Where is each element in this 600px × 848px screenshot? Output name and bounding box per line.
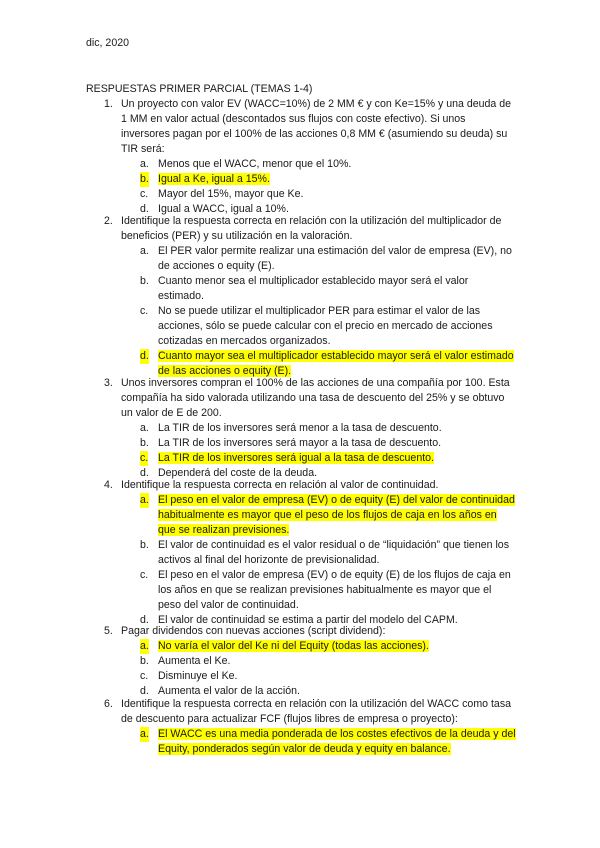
option-letter: b. xyxy=(140,173,149,185)
option-text: Disminuye el Ke. xyxy=(158,670,238,682)
option-letter: c. xyxy=(140,305,149,317)
question-2 xyxy=(104,214,516,379)
option-letter: a. xyxy=(140,640,149,652)
option-letter: c. xyxy=(140,452,149,464)
question-4 xyxy=(104,478,516,628)
question-1 xyxy=(104,97,516,217)
option-5a-correct xyxy=(140,639,516,654)
highlighted-answer: El WACC es una media ponderada de los costes efectivos de la deuda y del Equity, ponderados según valor de deuda y equity en balance. xyxy=(158,728,516,755)
option-4c xyxy=(140,568,516,613)
question-number: 5. xyxy=(104,625,113,637)
option-text: Mayor del 15%, mayor que Ke. xyxy=(158,188,304,200)
option-2d-correct xyxy=(140,349,516,379)
option-5b xyxy=(140,654,516,669)
option-letter: a. xyxy=(140,494,149,506)
highlighted-answer: El peso en el valor de empresa (EV) o de equity (E) del valor de continuidad habitualmente es mayor que el peso de los flujos de caja en los años en que se realizan previsiones. xyxy=(158,494,515,536)
option-letter: d. xyxy=(140,685,149,697)
option-1c xyxy=(140,187,516,202)
option-1a xyxy=(140,157,516,172)
document-date: dic, 2020 xyxy=(86,37,129,49)
question-3 xyxy=(104,376,516,481)
page-title: RESPUESTAS PRIMER PARCIAL (TEMAS 1-4) xyxy=(86,83,313,95)
option-letter: a. xyxy=(140,158,149,170)
option-text: El PER valor permite realizar una estimación del valor de empresa (EV), no de acciones o equity (E). xyxy=(158,245,512,272)
question-number: 1. xyxy=(104,98,113,110)
option-letter: b. xyxy=(140,539,149,551)
option-text: El valor de continuidad es el valor residual o de “liquidación” que tienen los activos al final del horizonte de previsionalidad. xyxy=(158,539,509,566)
option-letter: d. xyxy=(140,467,149,479)
option-letter: d. xyxy=(140,203,149,215)
option-text: El peso en el valor de empresa (EV) o de equity (E) de los flujos de caja en los años en que se realizan previsiones habitualmente es mayor que el peso del valor de continuidad. xyxy=(158,569,511,611)
option-text: Aumenta el valor de la acción. xyxy=(158,685,300,697)
question-text: Unos inversores compran el 100% de las acciones de una compañía por 100. Esta compañía ha sido valorada utilizando una tasa de descuento del 25% y se obtuvo un valor de E de 200. xyxy=(121,377,510,419)
option-text: Menos que el WACC, menor que el 10%. xyxy=(158,158,352,170)
question-number: 6. xyxy=(104,698,113,710)
question-5 xyxy=(104,624,516,699)
question-text: Identifique la respuesta correcta en relación con la utilización del WACC como tasa de descuento para actualizar FCF (flujos libres de empresa o proyecto): xyxy=(121,698,512,725)
option-text: Aumenta el Ke. xyxy=(158,655,231,667)
option-text: El valor de continuidad se estima a partir del modelo del CAPM. xyxy=(158,614,458,626)
option-letter: a. xyxy=(140,245,149,257)
option-letter: d. xyxy=(140,350,149,362)
option-3b xyxy=(140,436,516,451)
option-text: No se puede utilizar el multiplicador PER para estimar el valor de las acciones, sólo se puede calcular con el precio en mercado de acciones cotizadas en mercados organizados. xyxy=(158,305,493,347)
option-letter: a. xyxy=(140,728,149,740)
option-letter: b. xyxy=(140,655,149,667)
option-2a xyxy=(140,244,516,274)
option-text: Dependerá del coste de la deuda. xyxy=(158,467,318,479)
highlighted-answer: No varía el valor del Ke ni del Equity (todas las acciones). xyxy=(158,640,429,652)
option-letter: b. xyxy=(140,437,149,449)
option-2b xyxy=(140,274,516,304)
question-text: Un proyecto con valor EV (WACC=10%) de 2 MM € y con Ke=15% y una deuda de 1 MM en valor actual (descontados sus flujos con coste efectivo). Si unos inversores pagan por el 100% de las acciones 0,8 MM € (asumiendo su deuda) su TIR será: xyxy=(121,98,512,155)
question-number: 4. xyxy=(104,479,113,491)
question-number: 2. xyxy=(104,215,113,227)
option-letter: a. xyxy=(140,422,149,434)
question-number: 3. xyxy=(104,377,113,389)
option-text: Cuanto menor sea el multiplicador establecido mayor será el valor estimado. xyxy=(158,275,469,302)
option-3c-correct xyxy=(140,451,516,466)
option-4b xyxy=(140,538,516,568)
option-6a-correct xyxy=(140,727,516,757)
option-letter: c. xyxy=(140,569,149,581)
question-text: Pagar dividendos con nuevas acciones (script dividend): xyxy=(121,625,386,637)
option-2c xyxy=(140,304,516,349)
question-text: Identifique la respuesta correcta en relación al valor de continuidad. xyxy=(121,479,439,491)
option-letter: c. xyxy=(140,670,149,682)
highlighted-answer: Cuanto mayor sea el multiplicador establecido mayor será el valor estimado de las acciones o equity (E). xyxy=(158,350,514,377)
option-4a-correct xyxy=(140,493,516,538)
option-letter: d. xyxy=(140,614,149,626)
option-letter: b. xyxy=(140,275,149,287)
highlighted-answer: Igual a Ke, igual a 15%. xyxy=(158,173,270,185)
highlighted-answer: La TIR de los inversores será igual a la tasa de descuento. xyxy=(158,452,434,464)
option-text: Igual a WACC, igual a 10%. xyxy=(158,203,289,215)
question-6 xyxy=(104,697,516,757)
option-letter: c. xyxy=(140,188,149,200)
option-3a xyxy=(140,421,516,436)
option-text: La TIR de los inversores será mayor a la tasa de descuento. xyxy=(158,437,442,449)
question-text: Identifique la respuesta correcta en relación con la utilización del multiplicador de beneficios (PER) y su utilización en la valoración. xyxy=(121,215,502,242)
option-5c xyxy=(140,669,516,684)
option-text: La TIR de los inversores será menor a la tasa de descuento. xyxy=(158,422,442,434)
option-1b-correct xyxy=(140,172,516,187)
